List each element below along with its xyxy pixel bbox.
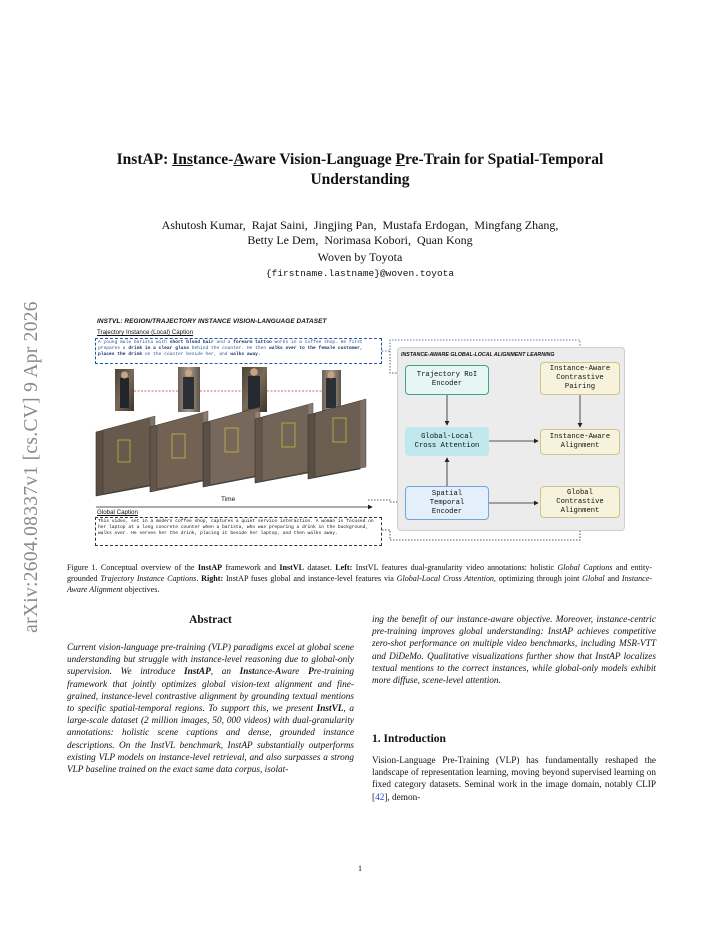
title-part: Ins — [172, 151, 193, 168]
title-part: InstAP: — [116, 151, 173, 168]
title-part: tance- — [192, 151, 234, 168]
bold-text: InstVL — [316, 704, 344, 715]
global-contrastive-alignment: Global Contrastive Alignment — [540, 486, 620, 518]
text-run: , a large-scale dataset (2 million images, 50, 000 videos) with dual-granularity annotations: holistic scene captions and dense, grounded instance descriptions. On the InstVL benchmark, InstAP substantially outperforms existing VLP models on instance-level retrieval, and also surpasses a strong VLP baseline trained on the exact same data corpus, isolat- — [67, 704, 354, 776]
text-run: ance- — [254, 667, 276, 678]
bold-text: InstVL — [279, 563, 305, 572]
caption-highlight: short blond hair — [169, 340, 214, 345]
time-label: Time — [221, 496, 236, 503]
caption-text: A young male barista with — [98, 340, 170, 345]
global-local-cross-attention: Global-Local Cross Attention — [405, 427, 489, 456]
instance-aware-contrastive-pairing: Instance-Aware Contrastive Pairing — [540, 362, 620, 395]
text-run: and entity-grounded — [67, 563, 652, 583]
italic-text: Instance-Aware Alignment — [67, 574, 653, 594]
italic-text: Global — [582, 574, 605, 583]
abstract-heading: Abstract — [189, 614, 232, 626]
local-caption-header: Trajectory Instance (Local) Caption — [97, 329, 194, 336]
text-run: , an — [210, 667, 240, 678]
text-run: InstVL features dual-granularity video annotations: holistic — [352, 563, 558, 572]
intro-text — [372, 755, 656, 804]
intro-heading: 1. Introduction — [372, 733, 446, 745]
italic-text: Global Captions — [557, 563, 613, 572]
caption-highlight: walks away. — [230, 352, 261, 358]
text-run: objectives. — [122, 585, 160, 594]
text-run: . — [196, 574, 202, 583]
caption-highlight: drink in a clear glass — [128, 346, 189, 352]
citation-link[interactable]: 42 — [375, 792, 385, 803]
title-part: P — [395, 151, 405, 168]
bold-text: InstAP — [197, 563, 223, 572]
bold-text: P — [308, 667, 314, 678]
italic-text: Trajectory Instance Captions — [100, 574, 197, 583]
caption-text: and a — [213, 340, 234, 345]
bold-text: Right: — [201, 574, 224, 583]
bold-text: InstAP — [184, 667, 211, 678]
caption-highlight: forearm tattoo — [233, 340, 272, 345]
panel-title: INSTANCE-AWARE GLOBAL-LOCAL ALIGNMENT LEARNING — [401, 352, 555, 358]
affiliation: Woven by Toyota — [317, 250, 403, 264]
authors-line-1: Ashutosh Kumar, Rajat Saini, Jingjing Pan, Mustafa Erdogan, Mingfang Zhang, — [161, 218, 559, 232]
trajectory-roi-encoder: Trajectory RoI Encoder — [405, 365, 489, 395]
dataset-title: INSTVL: REGION/TRAJECTORY INSTANCE VISION-LANGUAGE DATASET — [97, 318, 327, 325]
text-run: ], demon- — [384, 792, 421, 803]
text-run: Current vision-language pre-training (VLP) paradigms excel at global scene understanding but struggle with instance-level reasoning due to global-only supervision. We introduce — [67, 643, 354, 678]
text-run: Figure 1. Conceptual overview of the — [67, 563, 198, 572]
bold-text: A — [275, 667, 282, 678]
figure-caption — [67, 562, 652, 595]
title-part: ware Vision-Language — [243, 151, 396, 168]
caption-text: behind the counter. He then — [188, 346, 269, 352]
global-caption-header: Global Caption — [97, 509, 138, 516]
author-email: {firstname.lastname}@woven.toyota — [265, 268, 455, 279]
text-run: dataset. — [304, 563, 336, 572]
text-run: ware — [281, 667, 309, 678]
text-run: framework and — [222, 563, 280, 572]
text-run: and — [604, 574, 622, 583]
title-part: A — [233, 151, 244, 168]
arxiv-id: arXiv:2604.08337v1 [cs.CV] 9 Apr 2026 — [21, 301, 42, 633]
global-caption-box: This video, set in a modern coffee shop, captures a quiet service interaction. A woman is focused on her laptop at a long concrete counter when a barista, who was preparing a drink in the background, walks over. He serves her the drink, placing it beside her laptop, and then walks away. — [95, 517, 382, 546]
title-line-2: Understanding — [310, 171, 410, 188]
text-run: InstAP fuses global and instance-level features via — [223, 574, 397, 583]
authors-line-2: Betty Le Dem, Norimasa Kobori, Quan Kong — [247, 233, 473, 247]
caption-text: on the counter beside her, and — [142, 352, 231, 358]
abstract-column-2: ing the benefit of our instance-aware objective. Moreover, instance-centric pre-training improves global understanding: InstAP achieves competitive zero-shot performance on multiple video benchmarks, including MSR-VTT and DiDeMo. Qualitative visualizations further show that InstAP localizes textual mentions to the correct instances, while global-only models exhibit more diffuse, scene-level attention. — [372, 615, 656, 687]
bold-text: Inst — [239, 667, 255, 678]
text-run: , optimizing through joint — [493, 574, 583, 583]
title-part: re-Train for Spatial-Temporal — [405, 151, 604, 168]
caption-highlight: walks over to the female customer, places the drink — [98, 346, 363, 358]
instance-aware-alignment: Instance-Aware Alignment — [540, 429, 620, 455]
abstract-column-1 — [67, 642, 354, 776]
text-run: Vision-Language Pre-Training (VLP) has fundamentally reshaped the landscape of representation learning, moving beyond supervised learning on fixed category datasets. Seminal work in the image domain, notably CLIP [ — [372, 756, 656, 803]
italic-text: Global-Local Cross Attention — [396, 574, 494, 583]
caption-text: works in a coffee shop. He first prepares a — [98, 340, 363, 352]
page-number: 1 — [357, 863, 363, 873]
bold-text: Left: — [335, 563, 353, 572]
spatial-temporal-encoder: Spatial Temporal Encoder — [405, 486, 489, 520]
text-run: re-training framework that jointly optimizes global vision-text alignment and fine-grained, instance-level contrastive alignment by grounding textual mentions to specific spatial-temporal regions. To support this, we present — [67, 667, 354, 715]
